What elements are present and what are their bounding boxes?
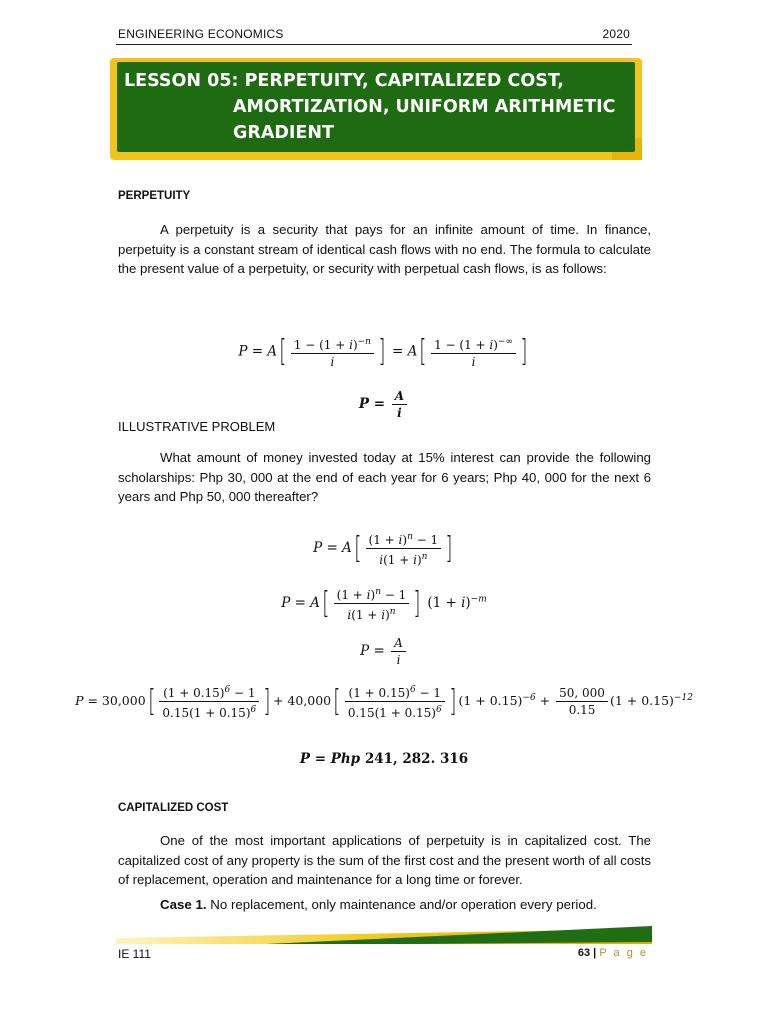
header-rule: [116, 44, 632, 45]
footer-page: 63 | P a g e: [577, 947, 648, 959]
lesson-title: [117, 68, 616, 146]
answer-line: P = Php 241, 282. 316: [299, 751, 469, 767]
header-year: 2020: [602, 27, 630, 41]
case-1-text: No replacement, only maintenance and/or operation every period.: [206, 897, 597, 912]
capitalized-heading: CAPITALIZED COST: [118, 802, 229, 814]
perpetuity-paragraph: A perpetuity is a security that pays for an infinite amount of time. In finance, perpetuity is a constant stream of identical cash flows with no end. The formula to calculate the present value of a perpetuity, or security with perpetual cash flows, is as follows:: [118, 222, 651, 276]
footer-stripe: [116, 926, 652, 944]
perpetuity-formula-simple: P = $\frac{A}{i}$: [0, 388, 768, 421]
formula-deferred-annuity: P = A[ $\frac{(1 + i)^n - 1}{i(1 + i)^n}$ ] $(1 + i)^{-m}$: [281, 585, 487, 622]
course-title: ENGINEERING ECONOMICS: [118, 27, 284, 41]
capitalized-paragraph: One of the most important applications of perpetuity is in capitalized cost. The capitalized cost of any property is the sum of the first cost and the present worth of all costs of replacement, operation and maintenance for a long time or forever.: [118, 833, 651, 887]
case-1-label: Case 1.: [160, 897, 207, 912]
lesson-title-line1: LESSON 05: PERPETUITY, CAPITALIZED COST,: [124, 71, 564, 91]
lesson-title-line2: AMORTIZATION, UNIFORM ARITHMETIC: [233, 97, 616, 117]
formula-solution: P = 30,000[ $\frac{(1 + 0.15)^6 - 1}{0.15(1 + 0.15)^6}$ ] + 40,000[ $\frac{(1 + 0.15)^6 - 1}{0.15(1 + 0.15)^6}$ ] $(1 + 0.15)^{-6}$ + $\frac{50, 000}{0.15}$ $(1 + 0.15)^{-12}$: [75, 683, 693, 720]
illustrative-paragraph: What amount of money invested today at 15% interest can provide the following scholarships: Php 30, 000 at the end of each year for 6 years; Php 40, 000 for the next 6 years and Php 50, 000 thereafter?: [118, 450, 651, 504]
page-number: 63: [577, 947, 591, 959]
illustrative-heading: ILLUSTRATIVE PROBLEM: [118, 419, 276, 434]
perpetuity-heading: PERPETUITY: [118, 190, 191, 202]
case-1-line: [160, 897, 597, 912]
answer-value: 241, 282. 316: [364, 751, 469, 767]
formula-present-worth-annuity: P = A[ $\frac{(1 + i)^n - 1}{i(1 + i)^n}$ ]: [313, 530, 453, 567]
lesson-title-line3: GRADIENT: [233, 123, 334, 143]
footer-course-code: IE 111: [118, 947, 151, 961]
page-label: P a g e: [599, 947, 648, 959]
formula-perpetuity: P = $\frac{A}{i}$: [0, 635, 768, 668]
perpetuity-formula-general: P = A[ $\frac{1 - (1 + i)^{-n}}{i}$ ] = A[ $\frac{1 - (1 + i)^{-\infty}}{i}$ ]: [238, 334, 528, 369]
lesson-banner: [117, 62, 635, 152]
